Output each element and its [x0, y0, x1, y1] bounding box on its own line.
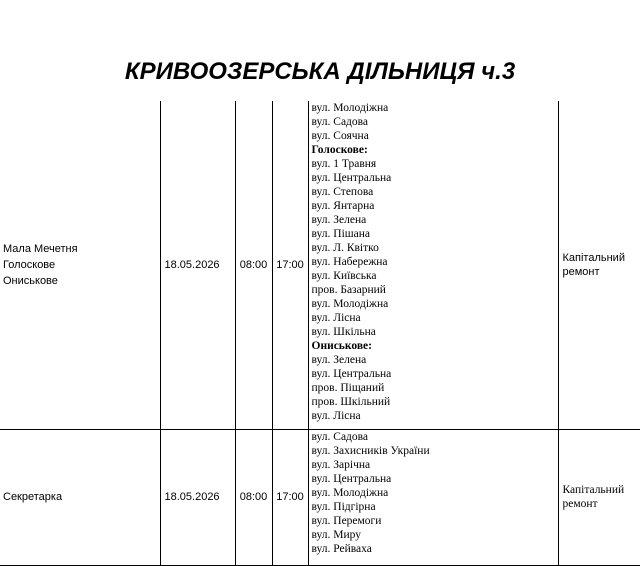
street-item: вул. Центральна — [312, 367, 558, 381]
village-heading: Ониськове: — [312, 339, 558, 353]
reason-text: ремонт — [563, 265, 640, 279]
street-item: вул. Соячна — [312, 129, 558, 143]
street-item: вул. Пішана — [312, 227, 558, 241]
reason-text: Капітальний — [563, 483, 640, 497]
end-time-cell: 17:00 — [272, 429, 308, 565]
reason-text: Капітальний — [563, 251, 640, 265]
street-item: вул. Степова — [312, 185, 558, 199]
street-item: вул. Молодіжна — [312, 297, 558, 311]
table-row — [0, 429, 640, 565]
street-item: вул. Янтарна — [312, 199, 558, 213]
street-item: вул. Зелена — [312, 353, 558, 367]
reason-cell — [558, 429, 640, 565]
outage-schedule-table — [0, 101, 640, 566]
street-item: вул. Садова — [312, 115, 558, 129]
settlement-name: Мала Мечетня — [3, 241, 160, 257]
street-item: пров. Базарний — [312, 283, 558, 297]
street-item: вул. Центральна — [312, 171, 558, 185]
page-title: КРИВООЗЕРСЬКА ДІЛЬНИЦЯ ч.3 — [0, 58, 640, 86]
street-item: вул. Захисників України — [312, 444, 558, 458]
street-item: вул. Миру — [312, 528, 558, 542]
settlements-cell — [0, 429, 160, 565]
street-item: вул. Молодіжна — [312, 101, 558, 115]
street-item: вул. Рейваха — [312, 542, 558, 556]
start-time-cell: 08:00 — [235, 101, 272, 429]
settlement-name: Голоскове — [3, 257, 160, 273]
streets-cell — [308, 429, 558, 565]
reason-text: ремонт — [563, 497, 640, 511]
end-time-cell: 17:00 — [272, 101, 308, 429]
street-item: пров. Шкільний — [312, 395, 558, 409]
street-item: вул. Набережна — [312, 255, 558, 269]
date-cell: 18.05.2026 — [160, 429, 235, 565]
street-item: вул. Садова — [312, 430, 558, 444]
table-row — [0, 101, 640, 429]
street-item: вул. Київська — [312, 269, 558, 283]
streets-cell — [308, 101, 558, 429]
street-item: вул. 1 Травня — [312, 157, 558, 171]
start-time-cell: 08:00 — [235, 429, 272, 565]
street-item: вул. Перемоги — [312, 514, 558, 528]
street-item: вул. Лісна — [312, 311, 558, 325]
settlements-cell — [0, 101, 160, 429]
date-cell: 18.05.2026 — [160, 101, 235, 429]
settlement-name: Ониськове — [3, 273, 160, 289]
street-item: вул. Шкільна — [312, 325, 558, 339]
street-item: вул. Лісна — [312, 409, 558, 423]
street-item: вул. Л. Квітко — [312, 241, 558, 255]
settlement-name: Секретарка — [3, 489, 160, 505]
street-item: вул. Молодіжна — [312, 486, 558, 500]
street-item: вул. Зелена — [312, 213, 558, 227]
street-item: пров. Піщаний — [312, 381, 558, 395]
street-item: вул. Зарічна — [312, 458, 558, 472]
street-item: вул. Підгірна — [312, 500, 558, 514]
reason-cell — [558, 101, 640, 429]
village-heading: Голоскове: — [312, 143, 558, 157]
street-item: вул. Центральна — [312, 472, 558, 486]
